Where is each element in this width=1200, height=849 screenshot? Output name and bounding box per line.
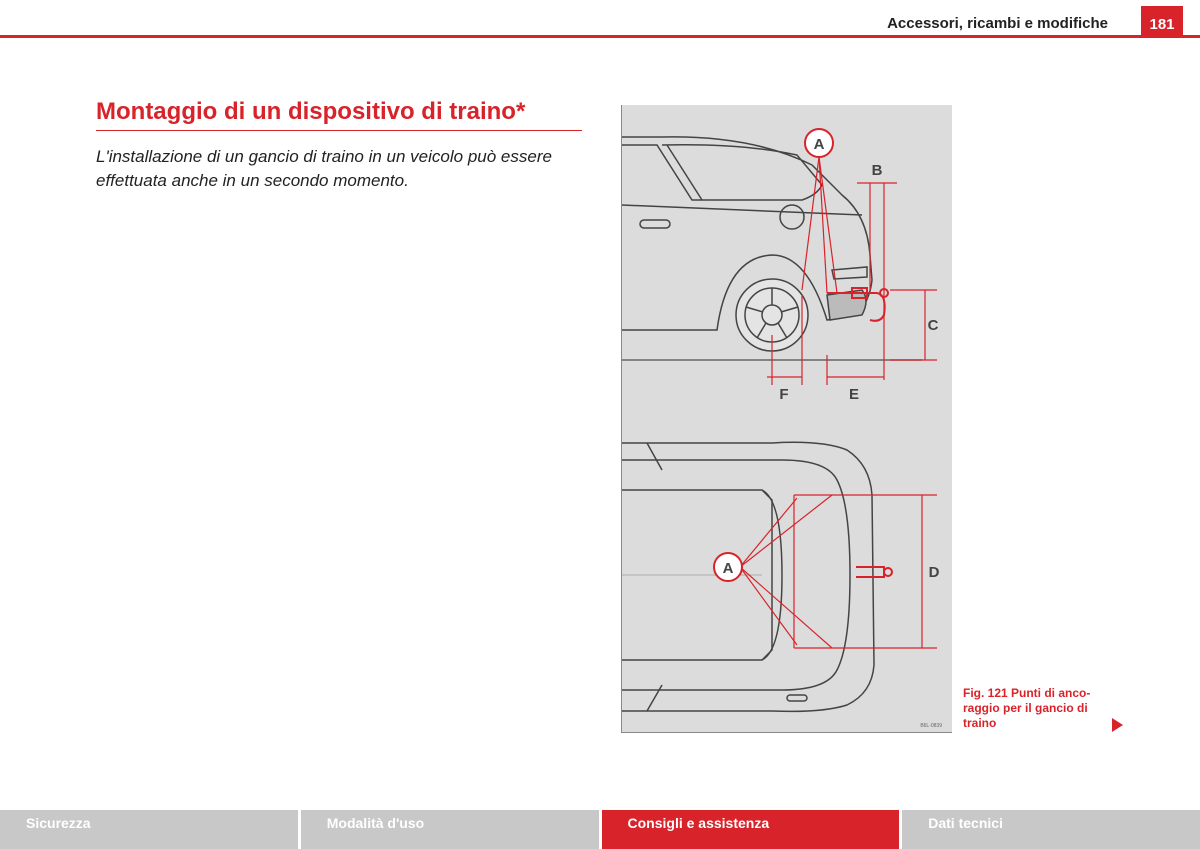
intro-text: L'installazione di un gancio di traino in un veicolo può essere effettuata anche in un secondo momento. — [96, 147, 552, 190]
dimension-lines-top — [740, 495, 937, 648]
label-d: D — [928, 564, 940, 581]
footer-tab-modalita-uso[interactable]: Modalità d'uso — [301, 810, 599, 849]
figure-caption: Fig. 121 Punti di anco-raggio per il gancio di traino — [963, 686, 1091, 730]
footer-tab-sicurezza[interactable]: Sicurezza — [0, 810, 298, 849]
label-c: C — [927, 317, 939, 334]
label-f: F — [779, 386, 789, 403]
tow-hook-diagram — [621, 105, 952, 733]
header-rule — [0, 35, 1200, 38]
label-e: E — [848, 386, 860, 403]
chapter-title: Accessori, ricambi e modifiche — [887, 15, 1108, 32]
dimension-lines-side — [767, 157, 937, 385]
label-a-side — [805, 129, 833, 157]
figure-code: B6L-0839 — [920, 723, 942, 729]
title-underline — [96, 130, 582, 131]
next-page-arrow-icon[interactable] — [1112, 718, 1123, 732]
svg-text:A: A — [813, 136, 825, 153]
footer-tab-consigli-assistenza[interactable]: Consigli e assistenza — [602, 810, 900, 849]
tow-hook-top — [856, 567, 892, 577]
label-b: B — [871, 162, 883, 179]
car-top-view — [622, 442, 874, 711]
svg-text:A: A — [722, 560, 734, 577]
footer-nav — [0, 810, 1200, 849]
page-number: 181 — [1141, 6, 1183, 38]
label-a-top — [714, 553, 742, 581]
section-title: Montaggio di un dispositivo di traino* — [96, 98, 526, 125]
footer-tab-dati-tecnici[interactable]: Dati tecnici — [902, 810, 1200, 849]
